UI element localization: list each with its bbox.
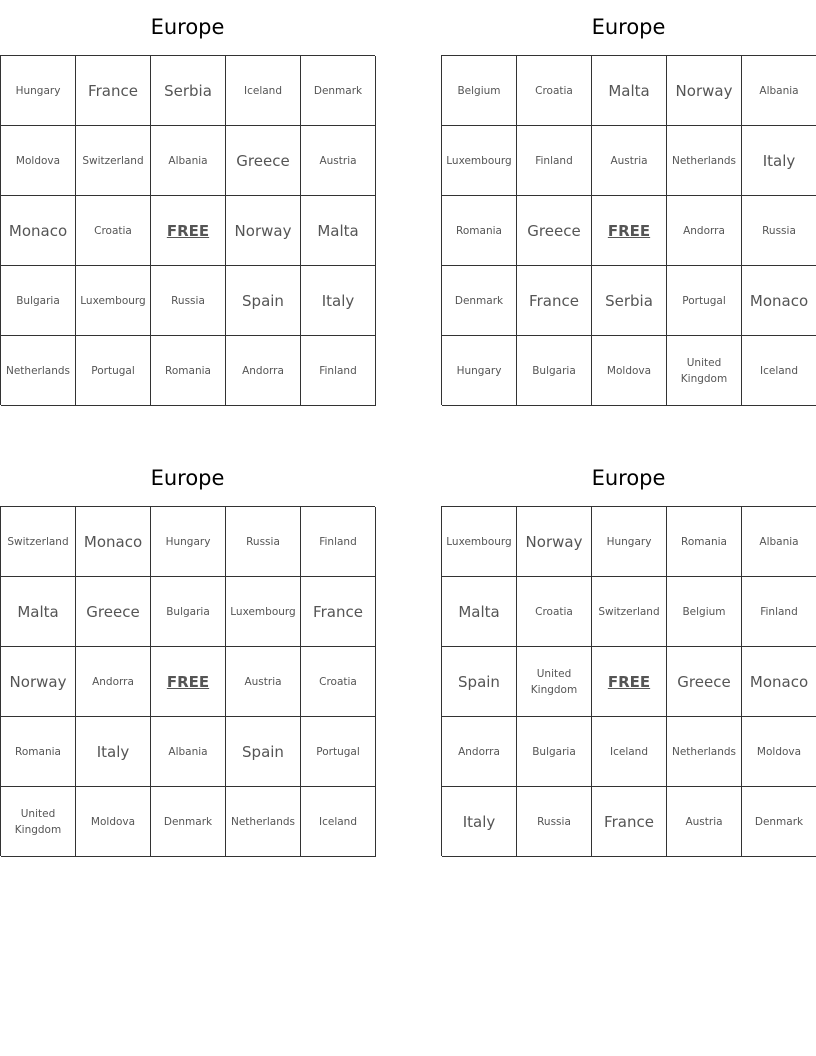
bingo-cell: Norway — [517, 507, 592, 577]
bingo-cell: Denmark — [151, 787, 226, 857]
bingo-cell: Spain — [442, 647, 517, 717]
bingo-cell: Monaco — [1, 196, 76, 266]
bingo-cell: Austria — [592, 126, 667, 196]
card-title: Europe — [591, 466, 666, 490]
bingo-cell: Iceland — [301, 787, 376, 857]
bingo-cell: Austria — [667, 787, 742, 857]
bingo-cell: Moldova — [1, 126, 76, 196]
bingo-cell: Norway — [1, 647, 76, 717]
bingo-cell: United Kingdom — [517, 647, 592, 717]
bingo-cell: Andorra — [226, 336, 301, 406]
bingo-grid — [0, 55, 375, 405]
bingo-cell: Albania — [742, 56, 816, 126]
bingo-cell: Bulgaria — [517, 717, 592, 787]
bingo-cell: Malta — [442, 577, 517, 647]
bingo-cell: Romania — [442, 196, 517, 266]
bingo-cell: Russia — [226, 507, 301, 577]
bingo-cell: Romania — [1, 717, 76, 787]
bingo-cell: United Kingdom — [667, 336, 742, 406]
bingo-cell: Greece — [667, 647, 742, 717]
bingo-cell: Luxembourg — [226, 577, 301, 647]
bingo-cell: Switzerland — [1, 507, 76, 577]
bingo-grid — [441, 506, 816, 856]
card-title: Europe — [150, 466, 225, 490]
bingo-cell: Belgium — [442, 56, 517, 126]
bingo-cell: Malta — [1, 577, 76, 647]
bingo-cell: Monaco — [742, 647, 816, 717]
bingo-cell: Albania — [151, 126, 226, 196]
bingo-cell: Austria — [226, 647, 301, 717]
bingo-cell: Finland — [517, 126, 592, 196]
bingo-cell: Moldova — [742, 717, 816, 787]
bingo-cell: Luxembourg — [442, 507, 517, 577]
bingo-cell: Denmark — [742, 787, 816, 857]
free-space-cell: FREE — [151, 196, 226, 266]
bingo-cell: Norway — [667, 56, 742, 126]
bingo-cell: Luxembourg — [442, 126, 517, 196]
bingo-cell: Hungary — [1, 56, 76, 126]
bingo-cell: Hungary — [151, 507, 226, 577]
bingo-cell: Moldova — [592, 336, 667, 406]
bingo-cell: United Kingdom — [1, 787, 76, 857]
bingo-cell: France — [517, 266, 592, 336]
bingo-cell: France — [301, 577, 376, 647]
bingo-cell: Iceland — [226, 56, 301, 126]
bingo-cell: Greece — [76, 577, 151, 647]
bingo-cell: Russia — [742, 196, 816, 266]
bingo-cell: Switzerland — [592, 577, 667, 647]
bingo-cell: Monaco — [742, 266, 816, 336]
bingo-cell: Italy — [742, 126, 816, 196]
bingo-cell: Norway — [226, 196, 301, 266]
bingo-cell: Moldova — [76, 787, 151, 857]
bingo-card — [441, 451, 816, 856]
bingo-cell: Netherlands — [667, 126, 742, 196]
card-title: Europe — [591, 15, 666, 39]
bingo-cell: Croatia — [76, 196, 151, 266]
bingo-cell: Bulgaria — [517, 336, 592, 406]
bingo-cell: Portugal — [667, 266, 742, 336]
bingo-cell: Austria — [301, 126, 376, 196]
bingo-card — [0, 451, 375, 856]
bingo-cell: Serbia — [592, 266, 667, 336]
bingo-cell: Iceland — [592, 717, 667, 787]
bingo-cell: Portugal — [301, 717, 376, 787]
bingo-cell: Andorra — [76, 647, 151, 717]
bingo-cell: France — [592, 787, 667, 857]
bingo-grid — [441, 55, 816, 405]
bingo-cell: Netherlands — [226, 787, 301, 857]
bingo-cell: Iceland — [742, 336, 816, 406]
bingo-cell: Greece — [517, 196, 592, 266]
bingo-cell: Malta — [301, 196, 376, 266]
bingo-cell: Italy — [301, 266, 376, 336]
bingo-cell: Denmark — [442, 266, 517, 336]
bingo-cell: Switzerland — [76, 126, 151, 196]
bingo-cell: Serbia — [151, 56, 226, 126]
bingo-cell: Albania — [151, 717, 226, 787]
bingo-cell: Bulgaria — [151, 577, 226, 647]
bingo-cell: Croatia — [301, 647, 376, 717]
bingo-cell: Monaco — [76, 507, 151, 577]
bingo-cell: Bulgaria — [1, 266, 76, 336]
free-space-cell: FREE — [592, 647, 667, 717]
bingo-card — [0, 0, 375, 405]
bingo-cell: Belgium — [667, 577, 742, 647]
bingo-card — [441, 0, 816, 405]
bingo-cell: France — [76, 56, 151, 126]
free-space-cell: FREE — [592, 196, 667, 266]
bingo-cell: Hungary — [592, 507, 667, 577]
bingo-cell: Finland — [742, 577, 816, 647]
bingo-cell: Russia — [517, 787, 592, 857]
bingo-cell: Finland — [301, 336, 376, 406]
bingo-cell: Romania — [151, 336, 226, 406]
bingo-cell: Andorra — [442, 717, 517, 787]
bingo-cell: Malta — [592, 56, 667, 126]
bingo-cell: Spain — [226, 717, 301, 787]
bingo-cell: Italy — [442, 787, 517, 857]
bingo-cell: Netherlands — [1, 336, 76, 406]
bingo-grid — [0, 506, 375, 856]
bingo-cell: Hungary — [442, 336, 517, 406]
bingo-cell: Albania — [742, 507, 816, 577]
bingo-cell: Portugal — [76, 336, 151, 406]
bingo-cell: Netherlands — [667, 717, 742, 787]
bingo-cell: Russia — [151, 266, 226, 336]
bingo-cell: Finland — [301, 507, 376, 577]
bingo-cell: Spain — [226, 266, 301, 336]
bingo-cell: Romania — [667, 507, 742, 577]
bingo-cell: Andorra — [667, 196, 742, 266]
bingo-cell: Italy — [76, 717, 151, 787]
bingo-cell: Denmark — [301, 56, 376, 126]
bingo-cell: Luxembourg — [76, 266, 151, 336]
card-title: Europe — [150, 15, 225, 39]
bingo-cell: Croatia — [517, 577, 592, 647]
free-space-cell: FREE — [151, 647, 226, 717]
bingo-cell: Croatia — [517, 56, 592, 126]
bingo-cell: Greece — [226, 126, 301, 196]
